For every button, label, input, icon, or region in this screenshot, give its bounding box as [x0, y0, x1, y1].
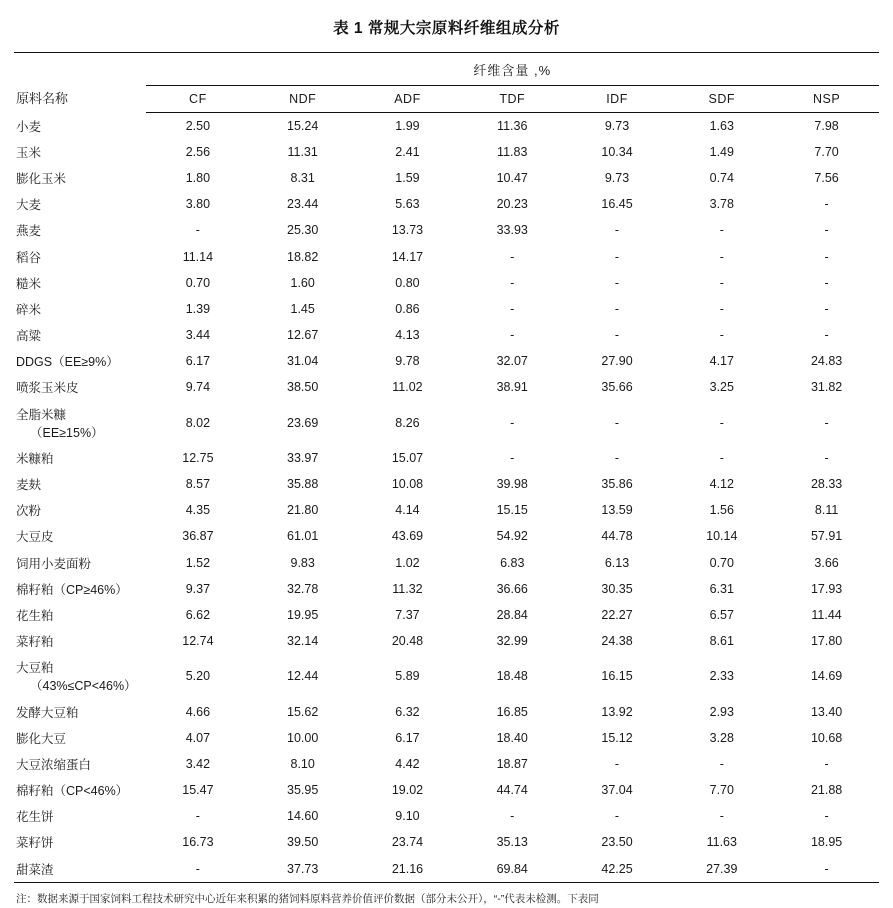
- cell-cf: 6.17: [185, 354, 211, 369]
- cell-idf: -: [614, 809, 620, 824]
- cell-cf: 16.73: [182, 835, 214, 850]
- cell-sdf: 2.33: [709, 669, 734, 684]
- cell-idf: 9.73: [604, 170, 630, 185]
- cell-nsp: -: [824, 809, 829, 824]
- cell-idf: -: [614, 328, 620, 343]
- table-row: [14, 139, 879, 165]
- table-row: [14, 550, 879, 576]
- row-label: [14, 856, 146, 882]
- cell-sdf: 0.74: [709, 170, 734, 185]
- row-label-main: 花生饼: [16, 810, 54, 825]
- row-label-main: 碎米: [16, 302, 42, 317]
- row-label-sub: （EE≥15%）: [30, 425, 104, 440]
- cell-ndf: 15.24: [287, 118, 319, 133]
- cell-ndf: 32.14: [287, 634, 319, 649]
- cell-nsp: -: [824, 249, 829, 264]
- cell-tdf: -: [510, 809, 515, 824]
- cell-adf: 2.41: [395, 144, 420, 159]
- cell-idf: 27.90: [601, 354, 633, 369]
- row-label: [14, 243, 146, 269]
- cell-adf: 1.59: [395, 170, 420, 185]
- table-row: [14, 803, 879, 829]
- cell-tdf: -: [510, 275, 515, 290]
- cell-idf: 42.25: [601, 861, 633, 876]
- cell-ndf: 61.01: [287, 529, 319, 544]
- cell-sdf: 4.12: [709, 477, 734, 492]
- row-label-main: 棉籽粕（CP<46%）: [16, 784, 129, 799]
- row-label: [14, 698, 146, 724]
- row-label: [14, 445, 146, 471]
- cell-sdf: -: [719, 328, 724, 343]
- cell-cf: 1.80: [185, 170, 211, 185]
- cell-sdf: 11.63: [706, 835, 737, 850]
- cell-nsp: 11.44: [811, 607, 842, 622]
- cell-sdf: 7.70: [709, 783, 734, 798]
- table-row: [14, 165, 879, 191]
- cell-cf: 36.87: [182, 529, 214, 544]
- table-row: [14, 113, 879, 139]
- row-label: [14, 725, 146, 751]
- cell-tdf: 44.74: [496, 783, 528, 798]
- row-label-main: 饲用小麦面粉: [16, 556, 92, 571]
- row-label-sub: （43%≤CP<46%）: [30, 679, 137, 694]
- cell-adf: 15.07: [391, 450, 424, 465]
- cell-idf: 22.27: [601, 607, 633, 622]
- cell-sdf: 6.57: [709, 607, 734, 622]
- table-row: [14, 217, 879, 243]
- column-header-cf: CF: [146, 86, 251, 113]
- cell-tdf: 20.23: [496, 197, 528, 212]
- row-label-main: 大豆粕: [16, 661, 54, 676]
- cell-sdf: -: [719, 450, 724, 465]
- row-label-main: 米糠粕: [16, 451, 54, 466]
- cell-nsp: -: [824, 861, 829, 876]
- cell-adf: 11.02: [392, 380, 423, 395]
- row-label: [14, 497, 146, 523]
- cell-idf: -: [614, 301, 620, 316]
- cell-nsp: -: [824, 450, 829, 465]
- cell-nsp: 14.69: [810, 669, 843, 684]
- cell-cf: 4.66: [185, 704, 211, 719]
- row-label-main: 糙米: [16, 276, 42, 291]
- row-label: [14, 322, 146, 348]
- row-label: [14, 113, 146, 139]
- cell-sdf: 3.28: [709, 730, 734, 745]
- cell-nsp: 21.88: [810, 783, 843, 798]
- column-group-header: 纤维含量 ,%: [146, 53, 880, 86]
- cell-cf: 1.39: [185, 301, 211, 316]
- cell-tdf: 18.87: [496, 756, 528, 771]
- cell-idf: -: [614, 249, 620, 264]
- cell-ndf: 39.50: [287, 835, 319, 850]
- cell-sdf: 1.56: [709, 503, 734, 518]
- cell-tdf: 32.07: [496, 354, 528, 369]
- cell-tdf: 10.47: [496, 170, 528, 185]
- cell-sdf: 10.14: [706, 529, 738, 544]
- cell-adf: 11.32: [392, 581, 423, 596]
- cell-sdf: 1.63: [709, 118, 734, 133]
- cell-nsp: -: [824, 301, 829, 316]
- cell-cf: -: [195, 223, 200, 238]
- cell-nsp: 3.66: [814, 555, 839, 570]
- row-label: [14, 165, 146, 191]
- table-header: [14, 53, 879, 113]
- row-label: [14, 751, 146, 777]
- cell-ndf: 32.78: [287, 581, 319, 596]
- cell-tdf: 33.93: [496, 223, 528, 238]
- cell-tdf: 16.85: [496, 704, 528, 719]
- cell-nsp: -: [824, 223, 829, 238]
- cell-ndf: 37.73: [287, 861, 319, 876]
- cell-ndf: 8.10: [290, 756, 315, 771]
- cell-ndf: 35.88: [287, 477, 319, 492]
- cell-tdf: -: [510, 328, 515, 343]
- cell-adf: 4.13: [395, 328, 420, 343]
- fiber-composition-table: [14, 52, 879, 883]
- cell-tdf: 11.83: [497, 144, 528, 159]
- row-label: [14, 777, 146, 803]
- row-label-main: 高粱: [16, 329, 42, 344]
- cell-nsp: -: [824, 756, 829, 771]
- table-row: [14, 654, 879, 698]
- cell-ndf: 8.31: [290, 170, 315, 185]
- cell-idf: -: [614, 223, 620, 238]
- cell-nsp: 17.80: [810, 634, 843, 649]
- row-label-main: 次粉: [16, 504, 42, 519]
- cell-cf: 12.74: [182, 634, 214, 649]
- cell-idf: 35.86: [601, 477, 633, 492]
- cell-ndf: 9.83: [290, 555, 315, 570]
- cell-nsp: 7.70: [814, 144, 839, 159]
- cell-idf: 10.34: [601, 144, 633, 159]
- cell-sdf: -: [719, 415, 724, 430]
- column-header-tdf: TDF: [460, 86, 565, 113]
- cell-ndf: 35.95: [287, 783, 319, 798]
- row-label: [14, 829, 146, 855]
- cell-ndf: 38.50: [287, 380, 319, 395]
- row-label: [14, 401, 146, 445]
- cell-idf: 37.04: [601, 783, 633, 798]
- cell-idf: 9.73: [604, 118, 630, 133]
- cell-cf: 2.50: [185, 118, 211, 133]
- cell-nsp: 24.83: [810, 354, 843, 369]
- row-label: [14, 296, 146, 322]
- cell-adf: 20.48: [391, 634, 424, 649]
- row-label: [14, 348, 146, 374]
- table-bottom-rule: [14, 882, 879, 883]
- table-row: [14, 322, 879, 348]
- row-label-main: 大豆浓缩蛋白: [16, 757, 92, 772]
- cell-adf: 7.37: [395, 607, 420, 622]
- row-label: [14, 270, 146, 296]
- cell-ndf: 11.31: [287, 144, 318, 159]
- table-row: [14, 191, 879, 217]
- cell-nsp: -: [824, 197, 829, 212]
- cell-adf: 4.42: [395, 756, 420, 771]
- cell-ndf: 14.60: [287, 809, 319, 824]
- cell-idf: 13.92: [601, 704, 633, 719]
- cell-adf: 19.02: [391, 783, 424, 798]
- cell-cf: -: [195, 809, 200, 824]
- cell-adf: 21.16: [391, 861, 424, 876]
- cell-ndf: 23.69: [287, 415, 319, 430]
- row-label-main: 棉籽粕（CP≥46%）: [16, 582, 128, 597]
- cell-nsp: -: [824, 415, 829, 430]
- row-label-main: 菜籽粕: [16, 635, 54, 650]
- cell-cf: 4.07: [185, 730, 211, 745]
- cell-sdf: -: [719, 756, 724, 771]
- row-label-main: 膨化玉米: [16, 171, 67, 186]
- table-row: [14, 401, 879, 445]
- cell-adf: 43.69: [391, 529, 424, 544]
- table-note: 注：数据来源于国家饲料工程技术研究中心近年来积累的猪饲料原料营养价值评价数据（部分未公开），“-”代表未检测。下表同: [16, 892, 599, 905]
- row-label: [14, 374, 146, 400]
- cell-tdf: 38.91: [496, 380, 528, 395]
- cell-tdf: -: [510, 415, 515, 430]
- cell-ndf: 25.30: [287, 223, 319, 238]
- cell-adf: 5.89: [395, 669, 420, 684]
- cell-ndf: 21.80: [287, 503, 319, 518]
- row-label-main: DDGS（EE≥9%）: [16, 355, 119, 370]
- column-header-idf: IDF: [565, 86, 670, 113]
- row-label: [14, 576, 146, 602]
- cell-cf: 9.74: [185, 380, 211, 395]
- table-row: [14, 497, 879, 523]
- cell-cf: 8.57: [185, 477, 211, 492]
- row-label-main: 菜籽饼: [16, 836, 54, 851]
- cell-sdf: 4.17: [709, 354, 734, 369]
- row-label: [14, 217, 146, 243]
- row-label-main: 膨化大豆: [16, 731, 67, 746]
- column-header-nsp: NSP: [774, 86, 879, 113]
- cell-adf: 9.78: [395, 354, 420, 369]
- table-row: [14, 243, 879, 269]
- cell-sdf: -: [719, 301, 724, 316]
- cell-adf: 4.14: [395, 503, 420, 518]
- table-footer: [14, 882, 879, 883]
- cell-ndf: 12.67: [287, 328, 319, 343]
- row-label: [14, 550, 146, 576]
- cell-idf: 16.15: [601, 669, 633, 684]
- cell-adf: 9.10: [395, 809, 420, 824]
- row-label: [14, 523, 146, 549]
- cell-nsp: 7.56: [814, 170, 839, 185]
- cell-nsp: 57.91: [810, 529, 843, 544]
- cell-sdf: 6.31: [709, 581, 734, 596]
- cell-nsp: 28.33: [810, 477, 843, 492]
- cell-tdf: 28.84: [496, 607, 528, 622]
- table-row: [14, 698, 879, 724]
- table-row: [14, 576, 879, 602]
- cell-tdf: 32.99: [496, 634, 528, 649]
- row-label-main: 玉米: [16, 145, 42, 160]
- table-row: [14, 374, 879, 400]
- cell-tdf: -: [510, 249, 515, 264]
- header-group-row: [14, 53, 879, 86]
- cell-idf: -: [614, 756, 620, 771]
- cell-idf: -: [614, 275, 620, 290]
- cell-tdf: -: [510, 301, 515, 316]
- row-label: [14, 628, 146, 654]
- cell-idf: 15.12: [601, 730, 633, 745]
- cell-cf: 8.02: [185, 415, 211, 430]
- cell-cf: 5.20: [185, 669, 211, 684]
- table-row: [14, 829, 879, 855]
- row-label: [14, 191, 146, 217]
- cell-adf: 6.17: [395, 730, 420, 745]
- cell-cf: 0.70: [185, 275, 211, 290]
- cell-idf: 16.45: [601, 197, 633, 212]
- row-label: [14, 471, 146, 497]
- table-row: [14, 445, 879, 471]
- cell-nsp: -: [824, 275, 829, 290]
- row-label-main: 全脂米糠: [16, 407, 67, 422]
- table-row: [14, 471, 879, 497]
- row-label: [14, 654, 146, 698]
- cell-idf: 6.13: [604, 555, 630, 570]
- cell-sdf: 2.93: [709, 704, 734, 719]
- cell-cf: 11.14: [182, 249, 214, 264]
- cell-cf: 12.75: [182, 450, 214, 465]
- row-label-main: 花生粕: [16, 608, 54, 623]
- cell-tdf: 18.40: [496, 730, 528, 745]
- cell-adf: 1.99: [395, 118, 420, 133]
- table-row: [14, 602, 879, 628]
- table-row: [14, 270, 879, 296]
- row-label-main: 小麦: [16, 119, 42, 134]
- cell-ndf: 18.82: [287, 249, 319, 264]
- cell-cf: 3.80: [185, 197, 211, 212]
- cell-idf: -: [614, 415, 620, 430]
- row-label-main: 甜菜渣: [16, 862, 54, 877]
- row-label-main: 喷浆玉米皮: [16, 381, 79, 396]
- cell-nsp: 8.11: [814, 503, 839, 518]
- cell-ndf: 15.62: [287, 704, 319, 719]
- cell-idf: 13.59: [601, 503, 633, 518]
- cell-cf: 6.62: [185, 607, 211, 622]
- cell-adf: 0.86: [395, 301, 420, 316]
- cell-tdf: 18.48: [496, 669, 528, 684]
- page-title: 表 1 常规大宗原料纤维组成分析: [333, 20, 560, 37]
- cell-sdf: 3.78: [709, 197, 734, 212]
- cell-tdf: 11.36: [497, 118, 528, 133]
- cell-cf: 4.35: [185, 503, 211, 518]
- row-label-main: 大麦: [16, 198, 42, 213]
- cell-tdf: 15.15: [496, 503, 528, 518]
- cell-idf: -: [614, 450, 620, 465]
- cell-adf: 23.74: [391, 835, 424, 850]
- cell-sdf: -: [719, 275, 724, 290]
- cell-sdf: -: [719, 809, 724, 824]
- cell-cf: 15.47: [182, 783, 214, 798]
- cell-cf: 9.37: [185, 581, 211, 596]
- cell-adf: 10.08: [391, 477, 424, 492]
- table-row: [14, 523, 879, 549]
- cell-idf: 44.78: [601, 529, 633, 544]
- table-row: [14, 856, 879, 882]
- cell-adf: 0.80: [395, 275, 420, 290]
- cell-cf: 2.56: [185, 144, 211, 159]
- table-row: [14, 751, 879, 777]
- cell-tdf: 54.92: [496, 529, 528, 544]
- cell-adf: 14.17: [391, 249, 424, 264]
- cell-sdf: 0.70: [709, 555, 734, 570]
- table-row: [14, 348, 879, 374]
- row-label-main: 发酵大豆粕: [16, 705, 79, 720]
- cell-ndf: 19.95: [287, 607, 319, 622]
- table-row: [14, 777, 879, 803]
- cell-tdf: 36.66: [496, 581, 528, 596]
- row-label: [14, 803, 146, 829]
- cell-tdf: 6.83: [500, 555, 525, 570]
- cell-sdf: -: [719, 223, 724, 238]
- cell-nsp: 18.95: [810, 835, 843, 850]
- cell-tdf: -: [510, 450, 515, 465]
- row-label-main: 燕麦: [16, 224, 42, 239]
- column-header-sdf: SDF: [669, 86, 774, 113]
- row-label: [14, 139, 146, 165]
- cell-ndf: 1.60: [290, 275, 315, 290]
- cell-nsp: 10.68: [810, 730, 843, 745]
- column-header-name: 原料名称: [16, 90, 69, 106]
- cell-cf: 1.52: [185, 555, 211, 570]
- cell-adf: 8.26: [395, 415, 420, 430]
- table-row: [14, 628, 879, 654]
- cell-adf: 13.73: [391, 223, 424, 238]
- row-label: [14, 602, 146, 628]
- cell-tdf: 39.98: [496, 477, 528, 492]
- cell-ndf: 31.04: [287, 354, 319, 369]
- cell-idf: 30.35: [601, 581, 633, 596]
- cell-sdf: 27.39: [706, 861, 738, 876]
- cell-ndf: 12.44: [287, 669, 319, 684]
- cell-sdf: 3.25: [709, 380, 734, 395]
- column-header-adf: ADF: [355, 86, 460, 113]
- cell-tdf: 35.13: [496, 835, 528, 850]
- cell-sdf: 8.61: [709, 634, 734, 649]
- cell-adf: 1.02: [395, 555, 420, 570]
- column-header-ndf: NDF: [250, 86, 355, 113]
- cell-nsp: 31.82: [810, 380, 843, 395]
- cell-nsp: 13.40: [810, 704, 843, 719]
- cell-sdf: 1.49: [709, 144, 734, 159]
- cell-ndf: 33.97: [287, 450, 319, 465]
- cell-adf: 6.32: [395, 704, 420, 719]
- table-row: [14, 725, 879, 751]
- row-label-main: 稻谷: [16, 250, 42, 265]
- cell-nsp: -: [824, 328, 829, 343]
- cell-ndf: 23.44: [287, 197, 319, 212]
- cell-adf: 5.63: [395, 197, 420, 212]
- cell-cf: 3.42: [185, 756, 211, 771]
- cell-idf: 23.50: [601, 835, 633, 850]
- table-body: [14, 113, 879, 882]
- cell-cf: 3.44: [185, 328, 211, 343]
- table-row: [14, 296, 879, 322]
- cell-nsp: 7.98: [814, 118, 839, 133]
- cell-idf: 24.38: [601, 634, 633, 649]
- cell-ndf: 1.45: [290, 301, 315, 316]
- row-label-main: 大豆皮: [16, 530, 54, 545]
- cell-tdf: 69.84: [496, 861, 528, 876]
- cell-ndf: 10.00: [287, 730, 319, 745]
- cell-sdf: -: [719, 249, 724, 264]
- cell-idf: 35.66: [601, 380, 633, 395]
- cell-nsp: 17.93: [810, 581, 843, 596]
- row-label-main: 麦麸: [16, 478, 42, 493]
- cell-cf: -: [195, 861, 200, 876]
